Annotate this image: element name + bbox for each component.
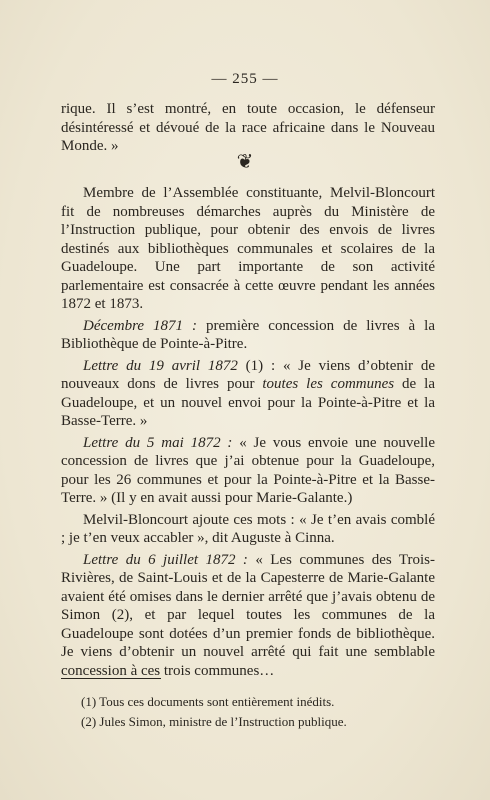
fleuron-ornament: ❦ [236,151,254,173]
main-text [61,184,435,680]
paragraph-assembly: Membre de l’Assemblée constituante, Melvil-Bloncourt fit de nombreuses démarches auprès du Ministère de l’Instruction publique, pour obtenir des envois de livres destinés aux bibliothèques communales et scolaires de la Guadeloupe. Une part importante de son activité parlementaire est consacrée à cette œuvre pendant les années 1872 et 1873. [61,185,435,312]
paragraph-december-1871 [61,317,435,354]
paragraph-cinna-quote: Melvil-Bloncourt ajoute ces mots : « Je t’en avais comblé ; je t’en veux accabler », dit Auguste à Cinna. [61,511,435,546]
paragraph-body: de la Guadeloupe, et un nouvel envoi pour la Pointe-à-Pitre et la Basse-Terre. » [61,376,435,429]
footnotes [61,692,435,732]
paragraph-body: première concession de livres à la Bibliothèque de Pointe-à-Pitre. [61,317,435,352]
paragraph-lead-date: Décembre 1871 : [83,317,198,334]
paragraph-body: « Les communes des Trois-Rivières, de Saint-Louis et de la Capesterre de Marie-Galante avaient été omises dans le dernier arrêté que j’avais obtenu de Simon (2), et par lequel toutes les communes de la Guadeloupe sont dotées d’un premier fonds de bibliothèque. Je viens d’obtenir un nouvel arrêté qui fait une semblable concession à ces trois communes… [61,551,436,679]
footnote-divider [61,678,161,679]
paragraph-emphasis: toutes les communes [262,376,395,392]
paragraph-body: (1) : « Je viens d’obtenir de nouveaux dons de livres pour [61,357,435,392]
paragraph-letter-19-april [61,357,435,431]
paragraph-lead-date: Lettre du 19 avril 1872 [83,357,238,374]
paragraph-continuation: rique. Il s’est montré, en toute occasion, le défenseur désintéressé et dévoué de la race africaine dans le Nouveau Monde. » [61,101,435,154]
paragraph-lead-date: Lettre du 5 mai 1872 : [83,434,233,451]
top-paragraph [61,100,435,156]
page-number: — 255 — [211,71,279,87]
paragraph-body: « Je vous envoie une nouvelle concession de livres que j’ai obtenue pour la Guadeloupe, pour les 26 communes et pour la Pointe-à-Pitre et la Basse-Terre. » (Il y en avait aussi pour Marie-Galante.) [61,434,435,506]
paragraph-letter-6-july [61,551,435,681]
paragraph-letter-5-may [61,434,435,508]
footnote-1: (1) Tous ces documents sont entièrement inédits. [81,694,335,709]
footnote-2: (2) Jules Simon, ministre de l’Instruction publique. [81,714,347,729]
paragraph-lead-date: Lettre du 6 juillet 1872 : [83,551,248,568]
